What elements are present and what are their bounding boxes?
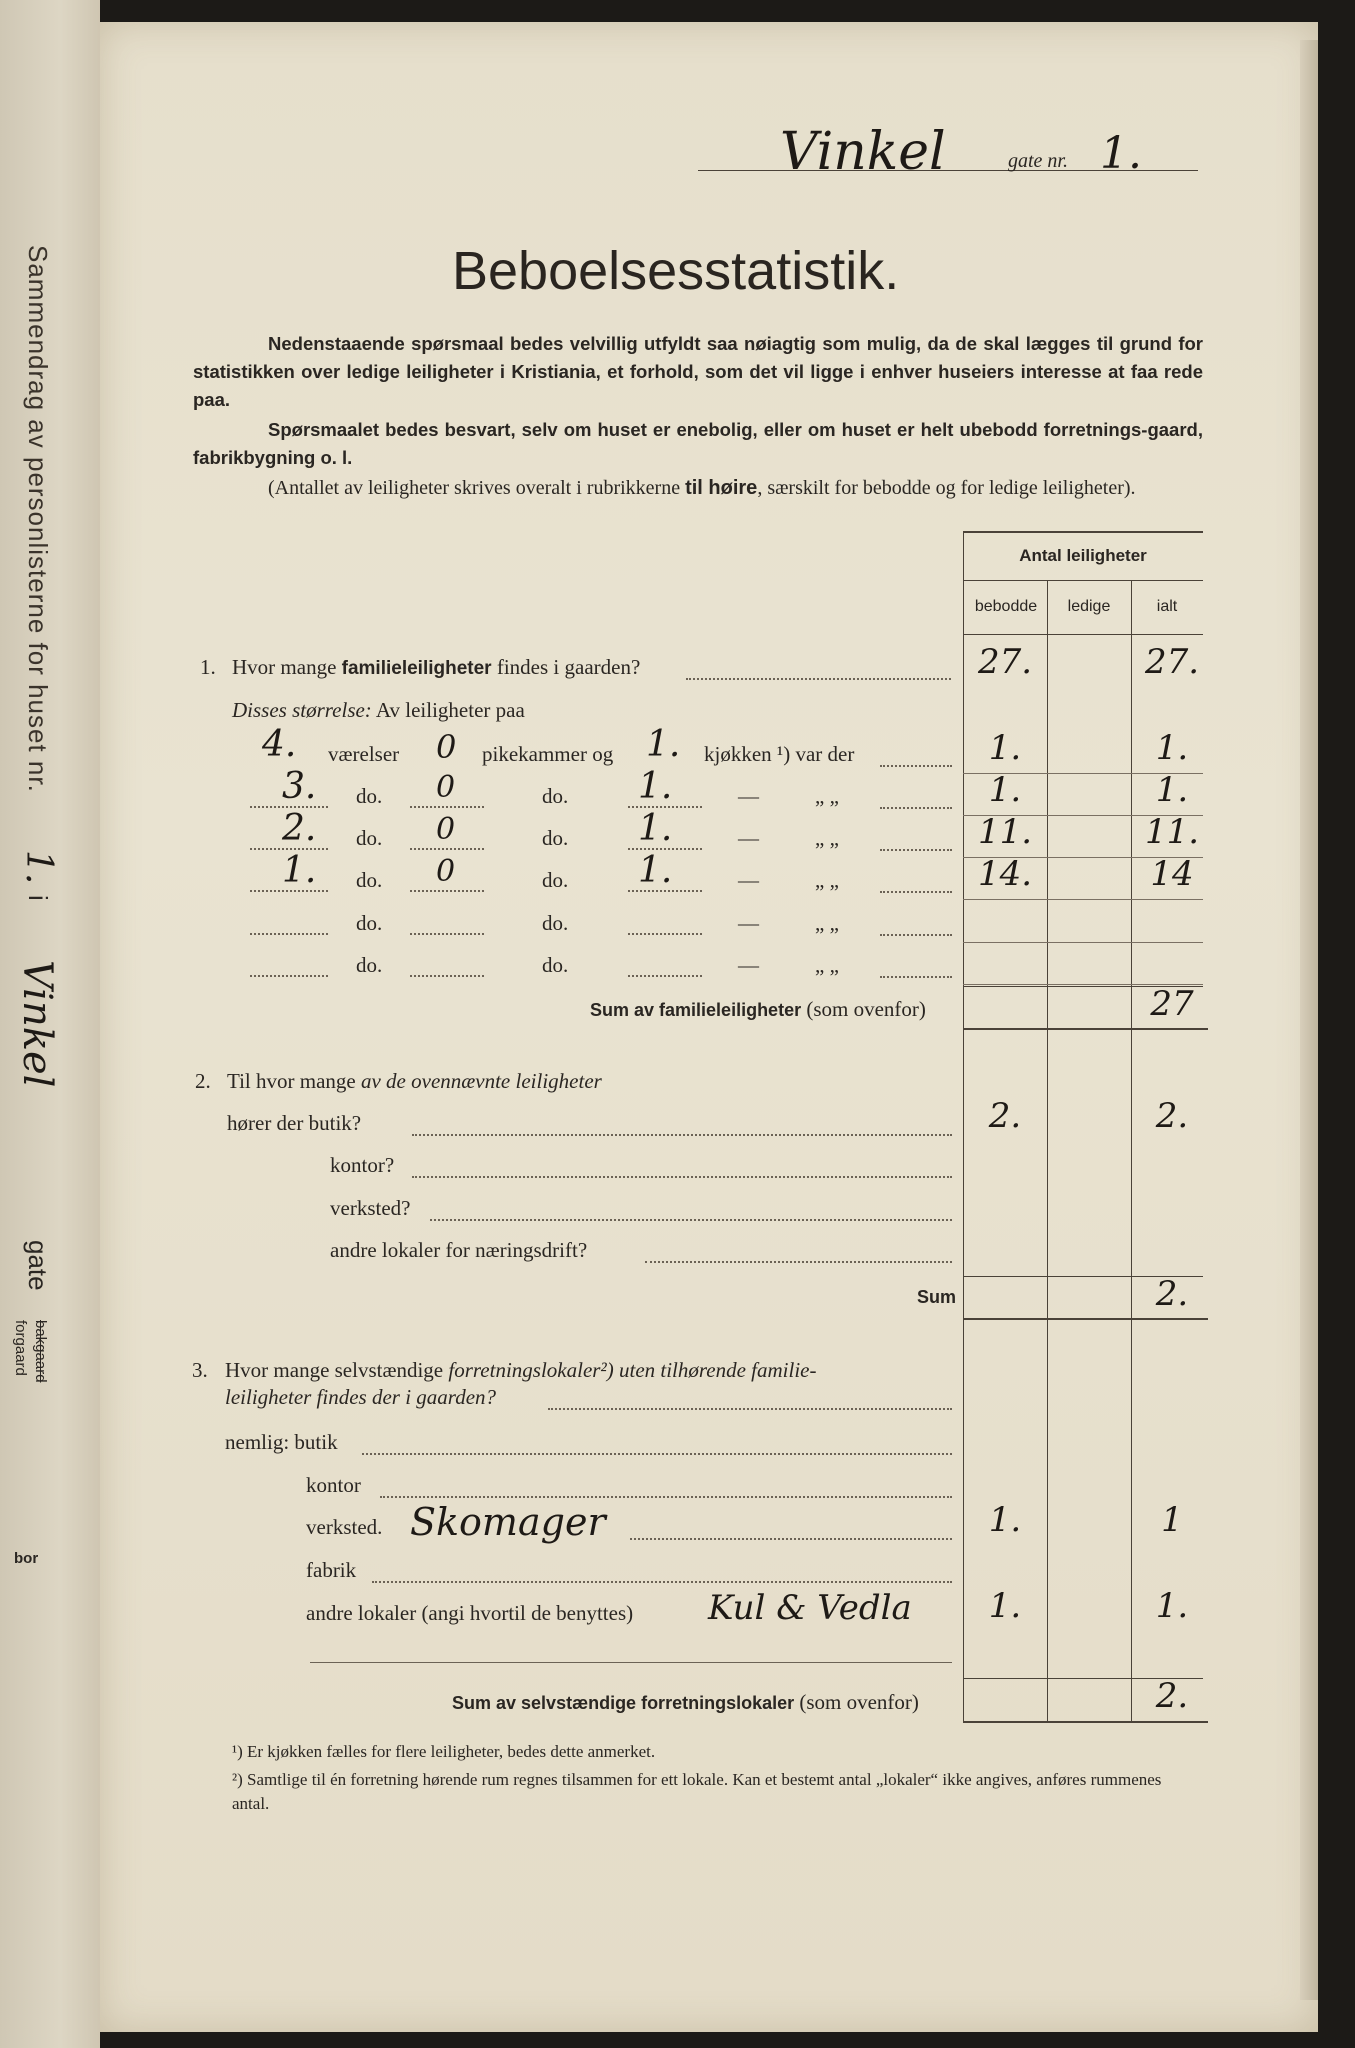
intro-p3-c: , særskilt for bebodde og for ledige leiligheter).: [757, 477, 1136, 499]
q1-sum-ialt: 27: [1150, 984, 1194, 1024]
size-row-pike-label: pikekammer og: [482, 742, 614, 766]
size-row-quote: „ „: [815, 826, 839, 850]
table-vline-left: [963, 531, 964, 1721]
q3-andre-bebodde: 1.: [988, 1586, 1022, 1626]
q1-sizes-italic: Disses størrelse:: [232, 698, 372, 722]
q2-text-italic: av de ovennævnte leiligheter: [360, 1069, 602, 1093]
size-row-do-2: do.: [542, 868, 569, 892]
page-edge: [1300, 40, 1318, 2000]
size-row-kjokken: 1.: [638, 766, 673, 807]
size-row-do-1: do.: [356, 911, 383, 935]
street-name-handwritten: Vinkel: [780, 122, 946, 182]
q2-verksted-leader: [430, 1219, 952, 1221]
size-row-pike: 0: [436, 854, 456, 889]
q3-butik-label: nemlig: butik: [225, 1430, 338, 1454]
intro-p3-a: (Antallet av leiligheter skrives overalt i rubrikkerne: [268, 477, 686, 499]
size-row-quote: „ „: [815, 784, 839, 808]
q2-sum-label: Sum: [917, 1287, 957, 1307]
size-row-dash: —: [738, 953, 759, 977]
q3-text-italic-c: uten tilhørende familie-: [613, 1358, 817, 1382]
size-row-kjokken: 1.: [646, 724, 681, 765]
size-row-dash: —: [738, 868, 759, 892]
size-row-ialt: 11.: [1144, 812, 1200, 852]
size-row-rooms: 2.: [282, 808, 317, 849]
size-row-rooms: 4.: [262, 724, 297, 765]
previous-page-strip: [0, 0, 100, 2048]
q3-verksted-bebodde: 1.: [988, 1500, 1022, 1540]
size-row-do-2: do.: [542, 953, 569, 977]
size-row-pike: 0: [436, 812, 456, 847]
q3-andre-handwritten: Kul & Vedla: [708, 1588, 912, 1628]
size-row-bebodde: 1.: [988, 728, 1022, 768]
q1-sum-c: (som ovenfor): [801, 997, 926, 1021]
q3-verksted-handwritten: Skomager: [410, 1500, 606, 1544]
size-row-rule: [963, 899, 1203, 900]
size-row-quote: „ „: [815, 953, 839, 977]
q3-kontor-leader: [380, 1496, 952, 1498]
q3-extra-line: [310, 1662, 952, 1663]
size-row-rooms-blank: [250, 933, 328, 935]
size-row-pike: 0: [436, 728, 457, 766]
size-row-kjokken: 1.: [638, 850, 673, 891]
intro-paragraph-2: Spørsmaalet bedes besvart, selv om huset er enebolig, eller om huset er helt ubebodd forretnings-gaard, fabrikbygning o. l.: [193, 419, 1203, 468]
left-page-forgaard: forgaard: [12, 1320, 29, 1376]
street-number-handwritten: 1.: [1100, 128, 1142, 179]
q3-text-line2: [225, 1385, 496, 1410]
q1-text-c: findes i gaarden?: [491, 655, 641, 679]
q2-butik-label: hører der butik?: [227, 1111, 362, 1135]
q2-andre-label: andre lokaler for næringsdrift?: [330, 1238, 588, 1262]
left-page-i-label: i: [23, 895, 53, 901]
size-row-dash: —: [738, 784, 759, 808]
q3-fabrik-leader: [372, 1581, 952, 1583]
footnote-2: ²) Samtlige til én forretning hørende rum regnes tilsammen for ett lokale. Kan et bestemt antal „lokaler“ ikke angives, anføres rummenes antal.: [232, 1770, 1162, 1813]
size-row-quote: „ „: [815, 868, 839, 892]
q1-sum-b: familieleiligheter: [659, 1000, 802, 1020]
q2-kontor-leader: [412, 1176, 952, 1178]
q1-ialt: 27.: [1144, 642, 1200, 682]
size-row-do-1: do.: [356, 826, 383, 850]
q1-sizes-label2: Av leiligheter paa: [375, 698, 525, 722]
left-page-vertical-text: Sammendrag av personlisterne for huset nr.: [23, 245, 53, 793]
col-header-rule: [963, 634, 1203, 635]
q1-number: 1.: [200, 655, 216, 679]
size-row-leader: [880, 934, 952, 936]
size-row-rooms-label: værelser: [328, 742, 400, 766]
q3-butik-leader: [362, 1453, 952, 1455]
q3-sum-c: (som ovenfor): [794, 1690, 919, 1714]
size-row-rule: [963, 942, 1203, 943]
left-page-gate: gate: [23, 1240, 53, 1291]
page-title: Beboelsesstatistik.: [452, 241, 900, 301]
size-row-leader: [880, 891, 952, 893]
table-vline-1: [1047, 580, 1048, 1721]
q3-verksted-leader: [630, 1538, 952, 1540]
q1-sum-rule-bottom: [963, 1028, 1208, 1030]
size-row-pike-blank: [410, 890, 484, 892]
size-row-ialt: 1.: [1155, 770, 1189, 810]
q2-sum-rule-bottom: [963, 1318, 1208, 1320]
q3-line2-leader: [548, 1408, 952, 1410]
q3-sum-a: Sum av: [452, 1693, 522, 1713]
size-row-dash: —: [738, 826, 759, 850]
left-page-number: 1.: [18, 850, 59, 885]
col-header-ialt: ialt: [1156, 598, 1178, 615]
size-row-do-1: do.: [356, 953, 383, 977]
size-row-kjokken-blank: [628, 975, 702, 977]
q2-butik-bebodde: 2.: [988, 1096, 1022, 1136]
size-row-do-2: do.: [542, 911, 569, 935]
q2-kontor-label: kontor?: [330, 1153, 395, 1177]
q1-leader: [686, 678, 951, 680]
size-row-bebodde: 11.: [977, 812, 1033, 852]
q2-sum-ialt: 2.: [1155, 1274, 1189, 1314]
size-row-do-2: do.: [542, 826, 569, 850]
q3-text-italic-b: forretningslokaler²): [448, 1358, 614, 1382]
left-page-bakgaard: bakgaard: [32, 1320, 49, 1383]
col-header-ledige: ledige: [1067, 598, 1111, 615]
size-row-pike-blank: [410, 806, 484, 808]
q3-sum-ialt: 2.: [1155, 1676, 1189, 1716]
q1-bebodde: 27.: [977, 642, 1033, 682]
table-header-rule: [963, 580, 1203, 581]
intro-p3-bold: til høire: [685, 477, 758, 499]
col-header-bebodde: bebodde: [974, 598, 1038, 615]
footnote-1: ¹) Er kjøkken fælles for flere leiligheter, bedes dette anmerket.: [232, 1742, 656, 1761]
q3-verksted-ialt: 1: [1161, 1500, 1183, 1540]
size-row-pike-blank: [410, 975, 484, 977]
size-row-quote: „ „: [815, 911, 839, 935]
size-row-rooms-blank: [250, 975, 328, 977]
size-row-bebodde: 14.: [977, 854, 1033, 894]
q1-sum-a: Sum av: [590, 1000, 660, 1020]
size-row-pike-blank: [410, 848, 484, 850]
size-row-do-2: do.: [542, 784, 569, 808]
size-row-rooms: 1.: [282, 850, 317, 891]
size-row-ialt: 14: [1150, 854, 1194, 894]
q3-text-line1: [225, 1358, 955, 1383]
q2-text-a: Til hvor mange: [227, 1069, 361, 1093]
q1-text-a: Hvor mange: [232, 655, 342, 679]
q1-sizes-label: [232, 698, 525, 723]
size-row-leader: [880, 807, 952, 809]
q3-kontor-label: kontor: [306, 1473, 361, 1497]
intro-paragraph-1: Nedenstaaende spørsmaal bedes velvillig utfyldt saa nøiagtig som mulig, da de skal lægges til grund for statistikken over ledige leiligheter i Kristiania, et forhold, som det vil ligge i enhver huseiers interesse at faa rede paa.: [193, 333, 1203, 410]
size-row-do-1: do.: [356, 868, 383, 892]
size-row-pike: 0: [436, 770, 456, 805]
size-row-ialt: 1.: [1155, 728, 1189, 768]
left-page-bor: bor: [14, 1550, 39, 1567]
q3-text-a: Hvor mange selvstændige: [225, 1358, 449, 1382]
q3-verksted-label: verksted.: [306, 1515, 383, 1539]
size-row-rooms: 3.: [282, 766, 317, 807]
q3-fabrik-label: fabrik: [306, 1558, 357, 1582]
left-page-street: Vinkel: [14, 960, 60, 1088]
q2-verksted-label: verksted?: [330, 1196, 411, 1220]
q1-sum-label: [590, 997, 926, 1022]
q1-text-bold: familieleiligheter: [341, 658, 492, 679]
q3-number: 3.: [192, 1358, 208, 1382]
size-row-dash: —: [738, 911, 759, 935]
gate-label: gate nr.: [1008, 150, 1068, 172]
q2-butik-ialt: 2.: [1155, 1096, 1189, 1136]
q3-sum-rule-bottom: [963, 1721, 1208, 1723]
q2-andre-leader: [645, 1261, 952, 1263]
size-row-bebodde: 1.: [988, 770, 1022, 810]
q3-andre-ialt: 1.: [1155, 1586, 1189, 1626]
size-row-leader: [880, 849, 952, 851]
q1-text: [232, 655, 640, 680]
q3-sum-b: selvstændige forretningslokaler: [521, 1693, 795, 1713]
table-top-rule: [963, 531, 1203, 533]
q2-text: [227, 1069, 602, 1094]
q3-sum-label: [452, 1690, 919, 1715]
table-header-title: Antal leiligheter: [1019, 546, 1147, 565]
size-row-pike-blank: [410, 933, 484, 935]
q3-text-italic-d: leiligheter findes der i gaarden?: [225, 1385, 497, 1409]
size-row-kjokken-label: kjøkken ¹) var der: [704, 742, 855, 766]
q3-andre-label: andre lokaler (angi hvortil de benyttes): [306, 1601, 634, 1625]
intro-paragraph-3: [193, 474, 1203, 502]
q2-number: 2.: [195, 1069, 211, 1093]
size-row-do-1: do.: [356, 784, 383, 808]
form-page: [100, 22, 1318, 2032]
size-row-leader: [880, 765, 952, 767]
size-row-kjokken: 1.: [638, 808, 673, 849]
size-row-leader: [880, 976, 952, 978]
size-row-kjokken-blank: [628, 933, 702, 935]
q2-butik-leader: [412, 1134, 952, 1136]
